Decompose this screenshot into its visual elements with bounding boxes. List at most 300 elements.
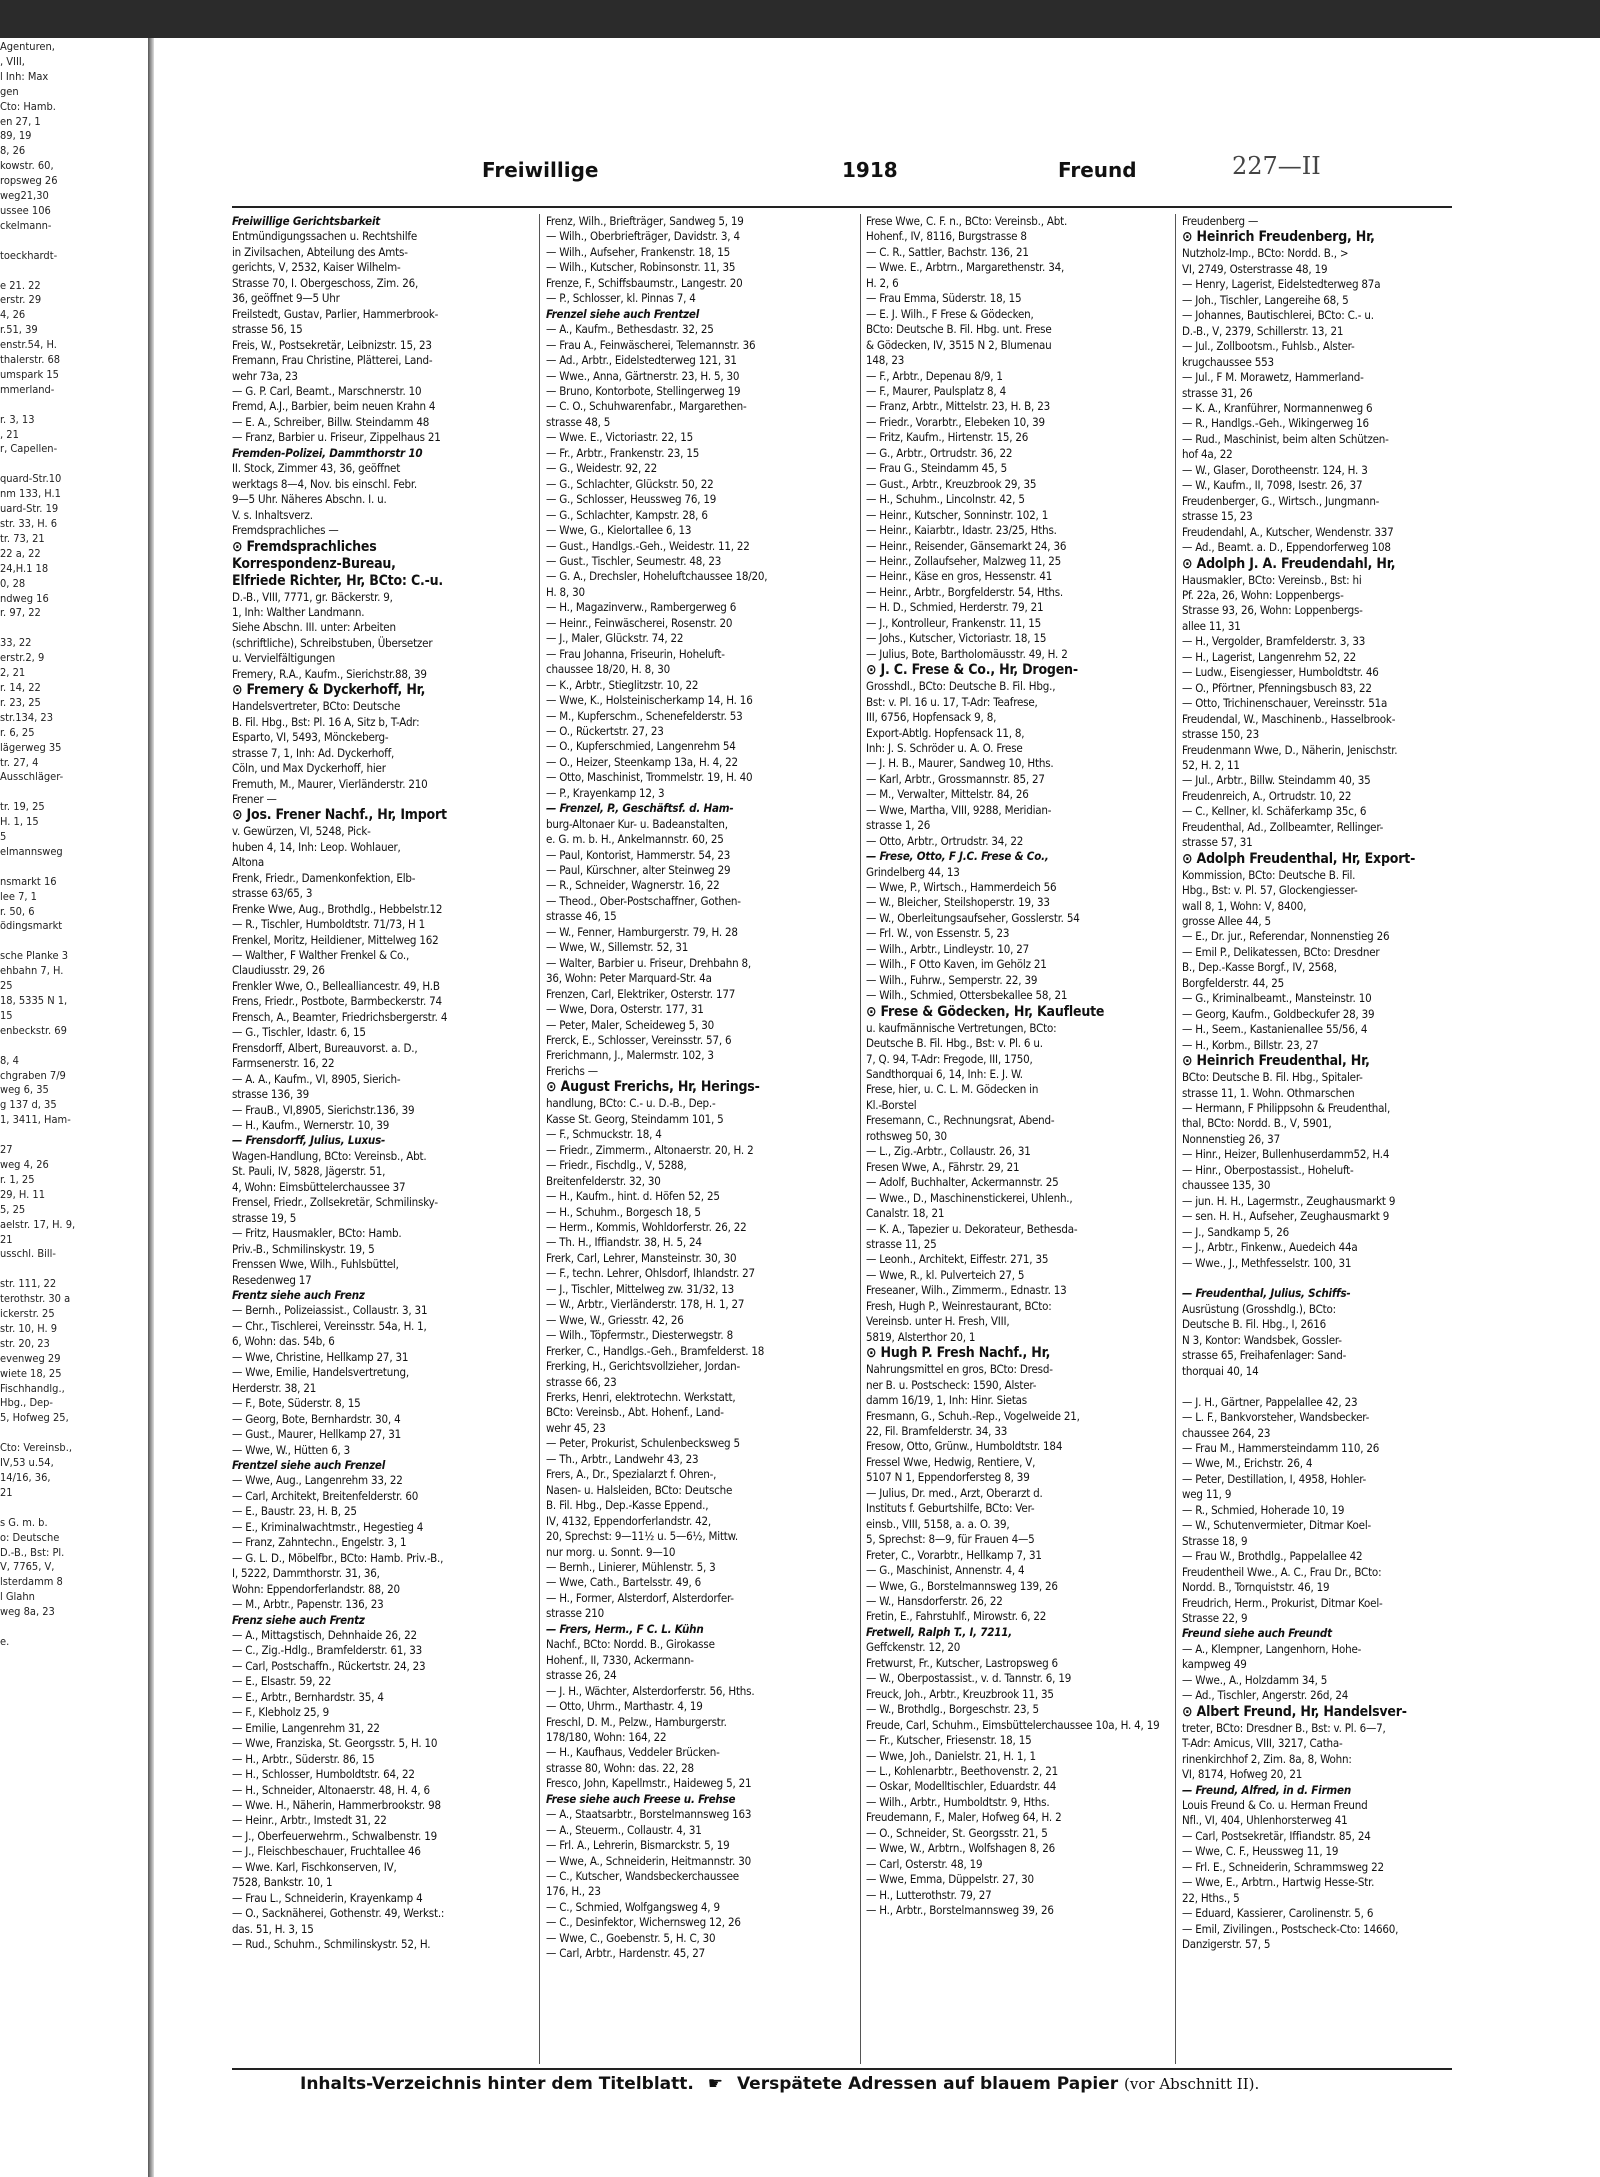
directory-entry-line: I, 5222, Dammthorstr. 31, 36,: [232, 1566, 380, 1581]
directory-entry-line: Sandthorquai 6, 14, Inh: E. J. W.: [866, 1067, 1023, 1082]
directory-entry-line: kampweg 49: [1182, 1657, 1247, 1672]
fragment-line: str. 10, H. 9: [0, 1321, 58, 1335]
directory-entry-line: Fresh, Hugh P., Weinrestaurant, BCto:: [866, 1298, 1052, 1313]
directory-entry-line: 5, Sprechst: 8—9, für Frauen 4—5: [866, 1532, 1035, 1547]
directory-entry-line: — L. F., Bankvorsteher, Wandsbecker-: [1182, 1410, 1370, 1425]
directory-entry-line: — Fritz, Hausmakler, BCto: Hamb.: [232, 1226, 402, 1241]
directory-entry-line: — E., Arbtr., Bernhardstr. 35, 4: [232, 1689, 384, 1704]
directory-entry-line: — Oskar, Modelltischler, Eduardstr. 44: [866, 1779, 1057, 1794]
fragment-line: kowstr. 60,: [0, 159, 54, 173]
directory-entry-line: rothsweg 50, 30: [866, 1128, 947, 1143]
fragment-line: 4, 26: [0, 308, 26, 322]
directory-entry-line: — Frau Emma, Süderstr. 18, 15: [866, 291, 1022, 306]
directory-entry-line: strasse 150, 23: [1182, 727, 1259, 742]
directory-entry-line: Cöln, und Max Dyckerhoff, hier: [232, 761, 386, 776]
directory-entry-line: ⊙ August Frerichs, Hr, Herings-: [546, 1079, 760, 1096]
fragment-line: 89, 19: [0, 129, 32, 143]
fragment-line: lee 7, 1: [0, 889, 37, 903]
directory-entry-line: rinenkirchhof 2, Zim. 8a, 8, Wohn:: [1182, 1751, 1352, 1766]
directory-entry-line: Strasse 22, 9: [1182, 1610, 1248, 1625]
directory-entry-line: — Freund, Alfred, in d. Firmen: [1182, 1782, 1351, 1797]
directory-entry-line: — Wwe, P., Wirtsch., Hammerdeich 56: [866, 880, 1057, 895]
directory-entry-line: — H., Schuhm., Lincolnstr. 42, 5: [866, 492, 1025, 507]
directory-entry-line: — Wwe, E., Arbtrn., Hartwig Hesse-Str.: [1182, 1875, 1375, 1890]
directory-entry-line: strasse 26, 24: [546, 1668, 617, 1683]
fragment-line: enbeckstr. 69: [0, 1023, 67, 1037]
directory-entry-line: chaussee 264, 23: [1182, 1425, 1271, 1440]
directory-entry-line: — W., Fenner, Hamburgerstr. 79, H. 28: [546, 924, 738, 939]
directory-entry-line: — Emil P., Delikatessen, BCto: Dresdner: [1182, 944, 1380, 959]
directory-entry-line: — A., Steuerm., Collaustr. 4, 31: [546, 1822, 702, 1837]
fragment-line: ropsweg 26: [0, 174, 58, 188]
directory-entry-line: — Hinr., Heizer, Bullenhuserdamm52, H.4: [1182, 1147, 1390, 1162]
directory-entry-line: ⊙ Fremery & Dyckerhoff, Hr,: [232, 682, 426, 699]
directory-entry-line: Farmsenerstr. 16, 22: [232, 1056, 335, 1071]
directory-entry-line: — F., Maurer, Paulsplatz 8, 4: [866, 383, 1006, 398]
directory-entry-line: — Leonh., Architekt, Eiffestr. 271, 35: [866, 1252, 1049, 1267]
directory-entry-line: Nachf., BCto: Nordd. B., Girokasse: [546, 1637, 715, 1652]
column-separator: [860, 214, 861, 2064]
directory-entry-line: wall 8, 1, Wohn: V, 8400,: [1182, 898, 1307, 913]
directory-entry-line: — G., Schlachter, Kampstr. 28, 6: [546, 507, 708, 522]
directory-entry-line: Frens, Friedr., Postbote, Barmbeckerstr. 74: [232, 994, 442, 1009]
directory-entry-line: — G., Maschinist, Annenstr. 4, 4: [866, 1563, 1025, 1578]
directory-entry-line: — J. H., Wächter, Alsterdorferstr. 56, Hths.: [546, 1683, 755, 1698]
directory-entry-line: — Wwe, Aug., Langenrehm 33, 22: [232, 1473, 403, 1488]
directory-entry-line: — Fr., Arbtr., Frankenstr. 23, 15: [546, 445, 700, 460]
fragment-line: o: Deutsche: [0, 1530, 60, 1544]
directory-entry-line: — J., Sandkamp 5, 26: [1182, 1224, 1289, 1239]
fragment-line: wiete 18, 25: [0, 1366, 62, 1380]
directory-entry-line: Geffckenstr. 12, 20: [866, 1640, 961, 1655]
directory-entry-line: — Emil, Zivilingen., Postscheck-Cto: 14660,: [1182, 1921, 1399, 1936]
directory-entry-line: Grosshdl., BCto: Deutsche B. Fil. Hbg.,: [866, 679, 1056, 694]
directory-entry-line: III, 6756, Hopfensack 9, 8,: [866, 710, 997, 725]
directory-entry-line: — Wilh., Töpfermstr., Diesterwegstr. 8: [546, 1328, 733, 1343]
directory-entry-line: werktags 8—4, Nov. bis einschl. Febr.: [232, 476, 418, 491]
directory-entry-line: — Wwe, R., kl. Pulverteich 27, 5: [866, 1267, 1025, 1282]
directory-entry-line: Fremden-Polizei, Dammthorstr 10: [232, 445, 423, 460]
directory-entry-line: Frenssen Wwe, Wilh., Fuhlsbüttel,: [232, 1257, 399, 1272]
directory-entry-line: — Eduard, Kassierer, Carolinenstr. 5, 6: [1182, 1906, 1374, 1921]
directory-entry-line: BCto: Deutsche B. Fil. Hbg., Spitaler-: [1182, 1070, 1363, 1085]
directory-entry-line: Freudenthal, Ad., Zollbeamter, Rellinger-: [1182, 819, 1384, 834]
directory-entry-line: — Wwe, C., Goebenstr. 5, H. C, 30: [546, 1930, 716, 1945]
directory-entry-line: — Peter, Prokurist, Schulenbecksweg 5: [546, 1436, 740, 1451]
directory-entry-line: Claudiusstr. 29, 26: [232, 963, 325, 978]
header-left-word: Freiwillige: [482, 158, 599, 182]
fragment-line: 21: [0, 1485, 13, 1499]
directory-entry-line: einsb., VIII, 5158, a. a. O. 39,: [866, 1516, 1010, 1531]
directory-entry-line: — Wwe. E., Victoriastr. 22, 15: [546, 430, 693, 445]
directory-entry-line: — W., Oberpostassist., v. d. Tannstr. 6, 19: [866, 1671, 1072, 1686]
directory-entry-line: Hbg., Bst: v. Pl. 57, Glockengiesser-: [1182, 883, 1358, 898]
directory-entry-line: — H., Vergolder, Bramfelderstr. 3, 33: [1182, 634, 1366, 649]
fragment-line: l Inh: Max: [0, 69, 49, 83]
directory-entry-line: [1182, 1379, 1482, 1394]
directory-entry-line: — Wwe, Cath., Bartelsstr. 49, 6: [546, 1575, 701, 1590]
directory-entry-line: Freseaner, Wilh., Zimmerm., Ednastr. 13: [866, 1283, 1067, 1298]
fragment-line: 29, H. 11: [0, 1187, 45, 1201]
directory-entry-line: — E., Kriminalwachtmstr., Hegestieg 4: [232, 1519, 424, 1534]
directory-entry-line: Grindelberg 44, 13: [866, 864, 960, 879]
directory-entry-line: Kl.-Borstel: [866, 1097, 917, 1112]
directory-entry-line: Freter, C., Vorarbtr., Hellkamp 7, 31: [866, 1547, 1042, 1562]
directory-entry-line: Nfl., VI, 404, Uhlenhorsterweg 41: [1182, 1813, 1348, 1828]
directory-entry-line: strasse 56, 15: [232, 322, 303, 337]
directory-entry-line: — Fr., Kutscher, Friesenstr. 18, 15: [866, 1733, 1032, 1748]
directory-entry-line: Freudenberger, G., Wirtsch., Jungmann-: [1182, 493, 1380, 508]
directory-entry-line: Frenkel, Moritz, Heildiener, Mittelweg 162: [232, 932, 439, 947]
fragment-line: s G. m. b.: [0, 1515, 48, 1529]
directory-entry-line: — Frau M., Hammersteindamm 110, 26: [1182, 1440, 1380, 1455]
directory-entry-line: — jun. H. H., Lagermstr., Zeughausmarkt 9: [1182, 1193, 1396, 1208]
fragment-line: weg 4, 26: [0, 1157, 49, 1171]
directory-entry-line: — Emilie, Langenrehm 31, 22: [232, 1720, 380, 1735]
directory-entry-line: Fretin, E., Fahrstuhlf., Mirowstr. 6, 22: [866, 1609, 1047, 1624]
directory-entry-line: — Paul, Kürschner, alter Steinweg 29: [546, 863, 731, 878]
directory-entry-line: — G., Kriminalbeamt., Mansteinstr. 10: [1182, 991, 1372, 1006]
directory-entry-line: — H., Kaufm., Wernerstr. 10, 39: [232, 1118, 390, 1133]
directory-entry-line: — Ad., Tischler, Angerstr. 26d, 24: [1182, 1688, 1349, 1703]
directory-entry-line: Breitenfelderstr. 32, 30: [546, 1173, 661, 1188]
fragment-line: r. 3, 13: [0, 412, 35, 426]
directory-entry-line: — Wwe, Martha, VIII, 9288, Meridian-: [866, 802, 1052, 817]
directory-entry-line: Freuck, Joh., Arbtr., Kreuzbrook 11, 35: [866, 1686, 1054, 1701]
directory-entry-line: — C., Zig.-Hdlg., Bramfelderstr. 61, 33: [232, 1643, 423, 1658]
directory-entry-line: Louis Freund & Co. u. Herman Freund: [1182, 1797, 1368, 1812]
directory-entry-line: — W., Schutenvermieter, Ditmar Koel-: [1182, 1518, 1372, 1533]
fragment-line: l Glahn: [0, 1590, 35, 1604]
fragment-line: D.-B., Bst: Pl.: [0, 1545, 65, 1559]
directory-entry-line: — Adolf, Buchhalter, Ackermannstr. 25: [866, 1175, 1059, 1190]
fragment-line: sche Planke 3: [0, 949, 69, 963]
directory-entry-line: — Gust., Arbtr., Kreuzbrook 29, 35: [866, 476, 1037, 491]
fragment-line: g 137 d, 35: [0, 1098, 57, 1112]
directory-entry-line: Frenze, F., Schiffsbaumstr., Langestr. 20: [546, 275, 743, 290]
directory-entry-line: huben 4, 14, Inh: Leop. Wohlauer,: [232, 839, 401, 854]
directory-entry-line: Hohenf., IV, 8116, Burgstrasse 8: [866, 229, 1027, 244]
directory-entry-line: Frenzen, Carl, Elektriker, Osterstr. 177: [546, 986, 736, 1001]
directory-entry-line: — W., Glaser, Dorotheenstr. 124, H. 3: [1182, 462, 1368, 477]
directory-entry-line: — Heinr., Arbtr., Imstedt 31, 22: [232, 1813, 387, 1828]
directory-entry-line: — Franz, Zahntechn., Engelstr. 3, 1: [232, 1535, 407, 1550]
directory-entry-line: — Friedr., Fischdlg., V, 5288,: [546, 1158, 687, 1173]
directory-entry-line: — Wwe., A., Holzdamm 34, 5: [1182, 1672, 1328, 1687]
header-right-word: Freund: [1058, 158, 1137, 182]
directory-entry-line: — Wwe., J., Methfesselstr. 100, 31: [1182, 1255, 1352, 1270]
fragment-line: str.134, 23: [0, 710, 53, 724]
directory-entry-line: Frentzel siehe auch Frenzel: [232, 1457, 386, 1472]
fragment-line: str. 33, H. 6: [0, 517, 58, 530]
directory-entry-line: strasse 15, 23: [1182, 509, 1253, 524]
directory-entry-line: 22, Fil. Bramfelderstr. 34, 33: [866, 1423, 1008, 1438]
directory-entry-line: Wagen-Handlung, BCto: Vereinsb., Abt.: [232, 1148, 427, 1163]
directory-entry-line: Deutsche B. Fil. Hbg., I, 2616: [1182, 1317, 1327, 1332]
directory-entry-line: — sen. H. H., Aufseher, Zeughausmarkt 9: [1182, 1209, 1390, 1224]
fragment-line: 5, Hofweg 25,: [0, 1411, 69, 1425]
fragment-line: e 21. 22: [0, 278, 41, 292]
directory-entry-line: — L., Kohlenarbtr., Beethovenstr. 2, 21: [866, 1763, 1058, 1778]
directory-entry-line: 20, Sprechst: 9—11½ u. 5—6½, Mittw.: [546, 1529, 738, 1544]
directory-entry-line: — Frl. E., Schneiderin, Schrammsweg 22: [1182, 1859, 1384, 1874]
directory-entry-line: thal, BCto: Nordd. B., V, 5901,: [1182, 1116, 1332, 1131]
directory-entry-line: — Hermann, F Philippsohn & Freudenthal,: [1182, 1101, 1391, 1116]
fragment-line: nsmarkt 16: [0, 874, 57, 888]
directory-entry-line: — Jul., F M. Morawetz, Hammerland-: [1182, 370, 1364, 385]
fragment-line: IV,53 u.54,: [0, 1456, 54, 1470]
directory-entry-line: strasse 66, 23: [546, 1374, 617, 1389]
fragment-line: quard-Str.10: [0, 472, 62, 486]
directory-entry-line: strasse 80, Wohn: das. 22, 28: [546, 1760, 694, 1775]
directory-entry-line: — R., Handlgs.-Geh., Wikingerweg 16: [1182, 416, 1369, 431]
directory-entry-line: 7, Q. 94, T-Adr: Fregode, III, 1750,: [866, 1051, 1033, 1066]
directory-entry-line: Freudenmann Wwe, D., Näherin, Jenischstr.: [1182, 742, 1398, 757]
directory-entry-line: Frenk, Friedr., Damenkonfektion, Elb-: [232, 870, 416, 885]
directory-entry-line: 7528, Bankstr. 10, 1: [232, 1875, 333, 1890]
directory-entry-line: Fremd, A.J., Barbier, beim neuen Krahn 4: [232, 399, 436, 414]
directory-entry-line: Frerichs —: [546, 1063, 598, 1078]
directory-entry-line: — Peter, Destillation, I, 4958, Hohler-: [1182, 1471, 1367, 1486]
directory-entry-line: Nasen- u. Halsleiden, BCto: Deutsche: [546, 1482, 733, 1497]
directory-entry-line: — O., Kupferschmied, Langenrehm 54: [546, 739, 736, 754]
directory-entry-line: St. Pauli, IV, 5828, Jägerstr. 51,: [232, 1164, 386, 1179]
directory-entry-line: — K., Arbtr., Stieglitzstr. 10, 22: [546, 677, 699, 692]
directory-entry-line: Borgfelderstr. 44, 25: [1182, 975, 1285, 990]
directory-entry-line: Elfriede Richter, Hr, BCto: C.-u.: [232, 572, 443, 589]
directory-entry-line: Wohn: Eppendorferlandstr. 88, 20: [232, 1581, 400, 1596]
directory-entry-line: — J., Fleischbeschauer, Fruchtallee 46: [232, 1844, 421, 1859]
directory-entry-line: treter, BCto: Dresdner B., Bst: v. Pl. 6—7,: [1182, 1720, 1386, 1735]
fragment-line: mmerland-: [0, 382, 55, 396]
directory-entry-line: — Wwe, W., Hütten 6, 3: [232, 1442, 351, 1457]
directory-entry-line: burg-Altonaer Kur- u. Badeanstalten,: [546, 816, 728, 831]
directory-entry-line: — Wwe, G., Borstelmannsweg 139, 26: [866, 1578, 1058, 1593]
fragment-line: r.51, 39: [0, 323, 38, 337]
directory-entry-line: strasse 31, 26: [1182, 385, 1253, 400]
fragment-line: [0, 1262, 148, 1277]
directory-entry-line: B. Fil. Hbg., Bst: Pl. 16 A, Sitz b, T-Adr:: [232, 714, 420, 729]
directory-entry-line: strasse 11, 25: [866, 1237, 937, 1251]
fragment-line: 22 a, 22: [0, 546, 41, 560]
directory-entry-line: — O., Rückertstr. 27, 23: [546, 723, 664, 738]
directory-entry-line: — Bernh., Polizeiassist., Collaustr. 3, 31: [232, 1303, 428, 1318]
directory-entry-line: — H., Lutterothstr. 79, 27: [866, 1887, 992, 1902]
directory-entry-line: — M., Verwalter, Mittelstr. 84, 26: [866, 787, 1029, 802]
directory-entry-line: Frensdorff, Albert, Bureauvorst. a. D.,: [232, 1040, 418, 1055]
directory-entry-line: — Heinr., Käse en gros, Hessenstr. 41: [866, 569, 1053, 584]
directory-entry-line: — F., Schmuckstr. 18, 4: [546, 1127, 662, 1142]
directory-entry-line: — J. H. B., Maurer, Sandweg 10, Hths.: [866, 756, 1054, 771]
column-1: [232, 214, 532, 2064]
directory-entry-line: weg 11, 9: [1182, 1487, 1232, 1502]
directory-entry-line: — J., Maler, Glückstr. 74, 22: [546, 631, 684, 646]
directory-entry-line: — Heinr., Feinwäscherei, Rosenstr. 20: [546, 615, 733, 630]
fragment-line: tr. 27, 4: [0, 755, 39, 769]
directory-entry-line: — Wilh., Arbtr., Humboldtstr. 9, Hths.: [866, 1794, 1050, 1809]
directory-entry-line: Frese siehe auch Freese u. Frehse: [546, 1791, 736, 1806]
directory-entry-line: — R., Schmied, Hoherade 10, 19: [1182, 1502, 1345, 1517]
fragment-line: 24,H.1 18: [0, 561, 49, 575]
directory-entry-line: Strasse 18, 9: [1182, 1533, 1248, 1548]
directory-entry-line: Freude, Carl, Schuhm., Eimsbüttelerchaussee 10a, H. 4, 19: [866, 1717, 1160, 1732]
directory-entry-line: Fresemann, C., Rechnungsrat, Abend-: [866, 1113, 1055, 1128]
directory-entry-line: — W., Hansdorferstr. 26, 22: [866, 1593, 1003, 1608]
directory-entry-line: Fretwell, Ralph T., I, 7211,: [866, 1624, 1013, 1639]
directory-entry-line: & Gödecken, IV, 3515 N 2, Blumenau: [866, 337, 1052, 352]
directory-entry-line: 4, Wohn: Eimsbüttelerchaussee 37: [232, 1179, 406, 1194]
directory-entry-line: Strasse 93, 26, Wohn: Loppenbergs-: [1182, 603, 1363, 618]
directory-entry-line: Altona: [232, 855, 265, 870]
directory-entry-line: Instituts f. Geburtshilfe, BCto: Ver-: [866, 1501, 1035, 1516]
fragment-line: Ausschläger-: [0, 770, 64, 784]
directory-entry-line: in Zivilsachen, Abteilung des Amts-: [232, 244, 408, 259]
directory-entry-line: strasse 46, 15: [546, 909, 617, 924]
directory-entry-line: ⊙ Hugh P. Fresh Nachf., Hr,: [866, 1345, 1051, 1362]
directory-entry-line: — Friedr., Zimmerm., Altonaerstr. 20, H. 2: [546, 1142, 754, 1157]
directory-entry-line: — Paul, Kontorist, Hammerstr. 54, 23: [546, 847, 731, 862]
directory-entry-line: Freilstedt, Gustav, Parlier, Hammerbrook-: [232, 306, 439, 321]
directory-entry-line: — Karl, Arbtr., Grossmannstr. 85, 27: [866, 771, 1045, 786]
fragment-line: r. 14, 22: [0, 680, 41, 694]
fragment-line: ckelmann-: [0, 218, 52, 232]
directory-entry-line: — C., Schmied, Wolfgangsweg 4, 9: [546, 1899, 720, 1914]
column-4: [1182, 214, 1482, 2064]
fragment-line: r. 50, 6: [0, 904, 35, 918]
directory-entry-line: Freudrich, Herm., Prokurist, Ditmar Koel-: [1182, 1595, 1383, 1610]
directory-entry-line: e. G. m. b. H., Ankelmannstr. 60, 25: [546, 832, 724, 847]
directory-entry-line: — Wwe., Anna, Gärtnerstr. 23, H. 5, 30: [546, 368, 740, 383]
page-header: [232, 152, 1452, 188]
directory-entry-line: Frerk, Carl, Lehrer, Mansteinstr. 30, 30: [546, 1250, 737, 1265]
fragment-line: [0, 264, 148, 279]
fragment-line: tr. 19, 25: [0, 800, 45, 814]
directory-entry-line: — Ad., Arbtr., Eidelstedterweg 121, 31: [546, 353, 737, 368]
directory-entry-line: u. Vervielfältigungen: [232, 651, 335, 666]
directory-entry-line: — Henry, Lagerist, Eidelstedterweg 87a: [1182, 277, 1381, 292]
fragment-line: en 27, 1: [0, 114, 41, 128]
fragment-line: erstr. 29: [0, 293, 42, 307]
directory-entry-line: — Frenzel, P., Geschäftsf. d. Ham-: [546, 801, 734, 816]
directory-entry-line: — G., Tischler, Idastr. 6, 15: [232, 1025, 366, 1040]
fragment-line: ussee 106: [0, 203, 51, 217]
directory-entry-line: strasse 57, 31: [1182, 835, 1253, 850]
directory-entry-line: — R., Schneider, Wagnerstr. 16, 22: [546, 878, 720, 893]
directory-entry-line: Deutsche B. Fil. Hbg., Bst: v. Pl. 6 u.: [866, 1036, 1043, 1051]
directory-entry-line: T-Adr: Amicus, VIII, 3217, Catha-: [1182, 1736, 1343, 1751]
directory-entry-line: Esparto, VI, 5493, Mönckeberg-: [232, 730, 389, 745]
directory-entry-line: — E., Baustr. 23, H. B, 25: [232, 1504, 357, 1519]
directory-entry-line: Resedenweg 17: [232, 1272, 312, 1287]
directory-entry-line: — Carl, Osterstr. 48, 19: [866, 1856, 983, 1871]
directory-entry-line: 5107 N 1, Eppendorfersteg 8, 39: [866, 1470, 1030, 1485]
directory-entry-line: — H., Korbm., Billstr. 23, 27: [1182, 1037, 1319, 1052]
directory-entry-line: — A., Kaufm., Bethesdastr. 32, 25: [546, 322, 714, 337]
directory-entry-line: — H., Magazinverw., Rambergerweg 6: [546, 600, 737, 615]
directory-entry-line: — W., Bleicher, Steilshoperstr. 19, 33: [866, 895, 1050, 910]
directory-entry-line: — Frers, Herm., F C. L. Kühn: [546, 1621, 704, 1636]
fragment-line: [0, 1426, 148, 1441]
fragment-line: usschl. Bill-: [0, 1247, 56, 1261]
directory-entry-line: thorquai 40, 14: [1182, 1363, 1259, 1378]
directory-entry-line: 36, Wohn: Peter Marquard-Str. 4a: [546, 971, 712, 986]
fragment-line: 2, 21: [0, 666, 26, 680]
directory-entry-line: (schriftliche), Schreibstuben, Übersetzer: [232, 635, 433, 650]
fragment-line: ödingsmarkt: [0, 919, 63, 933]
directory-entry-line: Handelsvertreter, BCto: Deutsche: [232, 699, 401, 714]
directory-entry-line: ⊙ Heinrich Freudenthal, Hr,: [1182, 1053, 1370, 1070]
fragment-line: H. 1, 15: [0, 815, 39, 829]
header-year: 1918: [842, 158, 898, 182]
directory-entry-line: 9—5 Uhr. Näheres Abschn. I. u.: [232, 492, 387, 507]
directory-entry-line: — Walther, F Walther Frenkel & Co.,: [232, 948, 410, 963]
fragment-line: [0, 785, 148, 800]
directory-entry-line: — Heinr., Kaiarbtr., Idastr. 23/25, Hths.: [866, 523, 1057, 538]
directory-entry-line: — J., Arbtr., Finkenw., Auedeich 44a: [1182, 1240, 1358, 1255]
directory-entry-line: — Frl. A., Lehrerin, Bismarckstr. 5, 19: [546, 1838, 730, 1853]
directory-entry-line: Fremery, R.A., Kaufm., Sierichstr.88, 39: [232, 666, 427, 681]
directory-entry-line: IV, 4132, Eppendorferlandstr. 42,: [546, 1513, 711, 1528]
fragment-line: thalerstr. 68: [0, 353, 61, 367]
directory-entry-line: Canalstr. 18, 21: [866, 1206, 945, 1221]
fragment-line: [0, 234, 148, 249]
directory-entry-line: Frenz, Wilh., Briefträger, Sandweg 5, 19: [546, 214, 744, 228]
fragment-line: [0, 457, 148, 472]
directory-entry-line: 176, H., 23: [546, 1884, 601, 1899]
directory-entry-line: v. Gewürzen, VI, 5248, Pick-: [232, 824, 371, 839]
directory-entry-line: das. 51, H. 3, 15: [232, 1921, 314, 1936]
directory-entry-line: ⊙ Heinrich Freudenberg, Hr,: [1182, 229, 1375, 246]
directory-entry-line: — A., Mittagstisch, Dehnhaide 26, 22: [232, 1627, 417, 1642]
directory-entry-line: II. Stock, Zimmer 43, 36, geöffnet: [232, 461, 401, 476]
directory-entry-line: — Frensdorff, Julius, Luxus-: [232, 1133, 386, 1148]
directory-entry-line: — Th., Arbtr., Landwehr 43, 23: [546, 1451, 699, 1466]
directory-entry-line: 52, H. 2, 11: [1182, 757, 1240, 772]
directory-entry-line: — Hinr., Oberpostassist., Hoheluft-: [1182, 1162, 1354, 1177]
directory-entry-line: — Franz, Barbier u. Friseur, Zippelhaus 21: [232, 430, 441, 445]
directory-entry-line: strasse 63/65, 3: [232, 886, 313, 901]
directory-entry-line: ⊙ Albert Freund, Hr, Handelsver-: [1182, 1703, 1407, 1720]
directory-entry-line: Freudentheil Wwe., A. C., Frau Dr., BCto:: [1182, 1564, 1382, 1579]
fragment-line: r, Capellen-: [0, 442, 58, 456]
directory-entry-line: wehr 73a, 23: [232, 368, 298, 383]
directory-entry-line: — J., Kontrolleur, Frankenstr. 11, 15: [866, 615, 1041, 630]
directory-entry-line: — Frau Johanna, Friseurin, Hoheluft-: [546, 646, 725, 661]
fragment-line: 5, 25: [0, 1202, 26, 1216]
directory-entry-line: — Walter, Barbier u. Friseur, Drehbahn 8,: [546, 955, 751, 970]
fragment-line: Hbg., Dep-: [0, 1396, 54, 1410]
directory-entry-line: strasse 48, 5: [546, 414, 611, 429]
directory-entry-line: — Wilh., F Otto Kaven, im Gehölz 21: [866, 957, 1047, 972]
fragment-line: lägerweg 35: [0, 740, 62, 754]
directory-entry-line: — H., Schlosser, Humboldtstr. 64, 22: [232, 1767, 415, 1782]
directory-entry-line: Frenzel siehe auch Frentzel: [546, 306, 700, 321]
directory-entry-line: — M., Arbtr., Papenstr. 136, 23: [232, 1597, 384, 1612]
directory-entry-line: BCto: Vereinsb., Abt. Hohenf., Land-: [546, 1405, 724, 1420]
directory-entry-line: — W., Oberleitungsaufseher, Gosslerstr. 54: [866, 910, 1080, 925]
fragment-line: lsterdamm 8: [0, 1575, 63, 1589]
directory-entry-line: damm 16/19, 1, Inh: Hinr. Sietas: [866, 1393, 1028, 1408]
directory-entry-line: — Carl, Architekt, Breitenfelderstr. 60: [232, 1488, 419, 1503]
directory-entry-line: — C., Desinfektor, Wichernsweg 12, 26: [546, 1915, 741, 1930]
directory-entry-line: Entmündigungssachen u. Rechtshilfe: [232, 229, 417, 244]
directory-entry-line: Freis, W., Postsekretär, Leibnizstr. 15, 23: [232, 337, 432, 352]
footer-index-note: Inhalts-Verzeichnis hinter dem Titelblatt.: [300, 2074, 694, 2094]
directory-entry-line: — J., Tischler, Mittelweg zw. 31/32, 13: [546, 1281, 735, 1296]
directory-entry-line: — Johs., Kutscher, Victoriastr. 18, 15: [866, 631, 1047, 646]
directory-entry-line: Freudendahl, A., Kutscher, Wendenstr. 337: [1182, 524, 1394, 539]
directory-entry-line: BCto: Deutsche B. Fil. Hbg. unt. Frese: [866, 322, 1052, 337]
